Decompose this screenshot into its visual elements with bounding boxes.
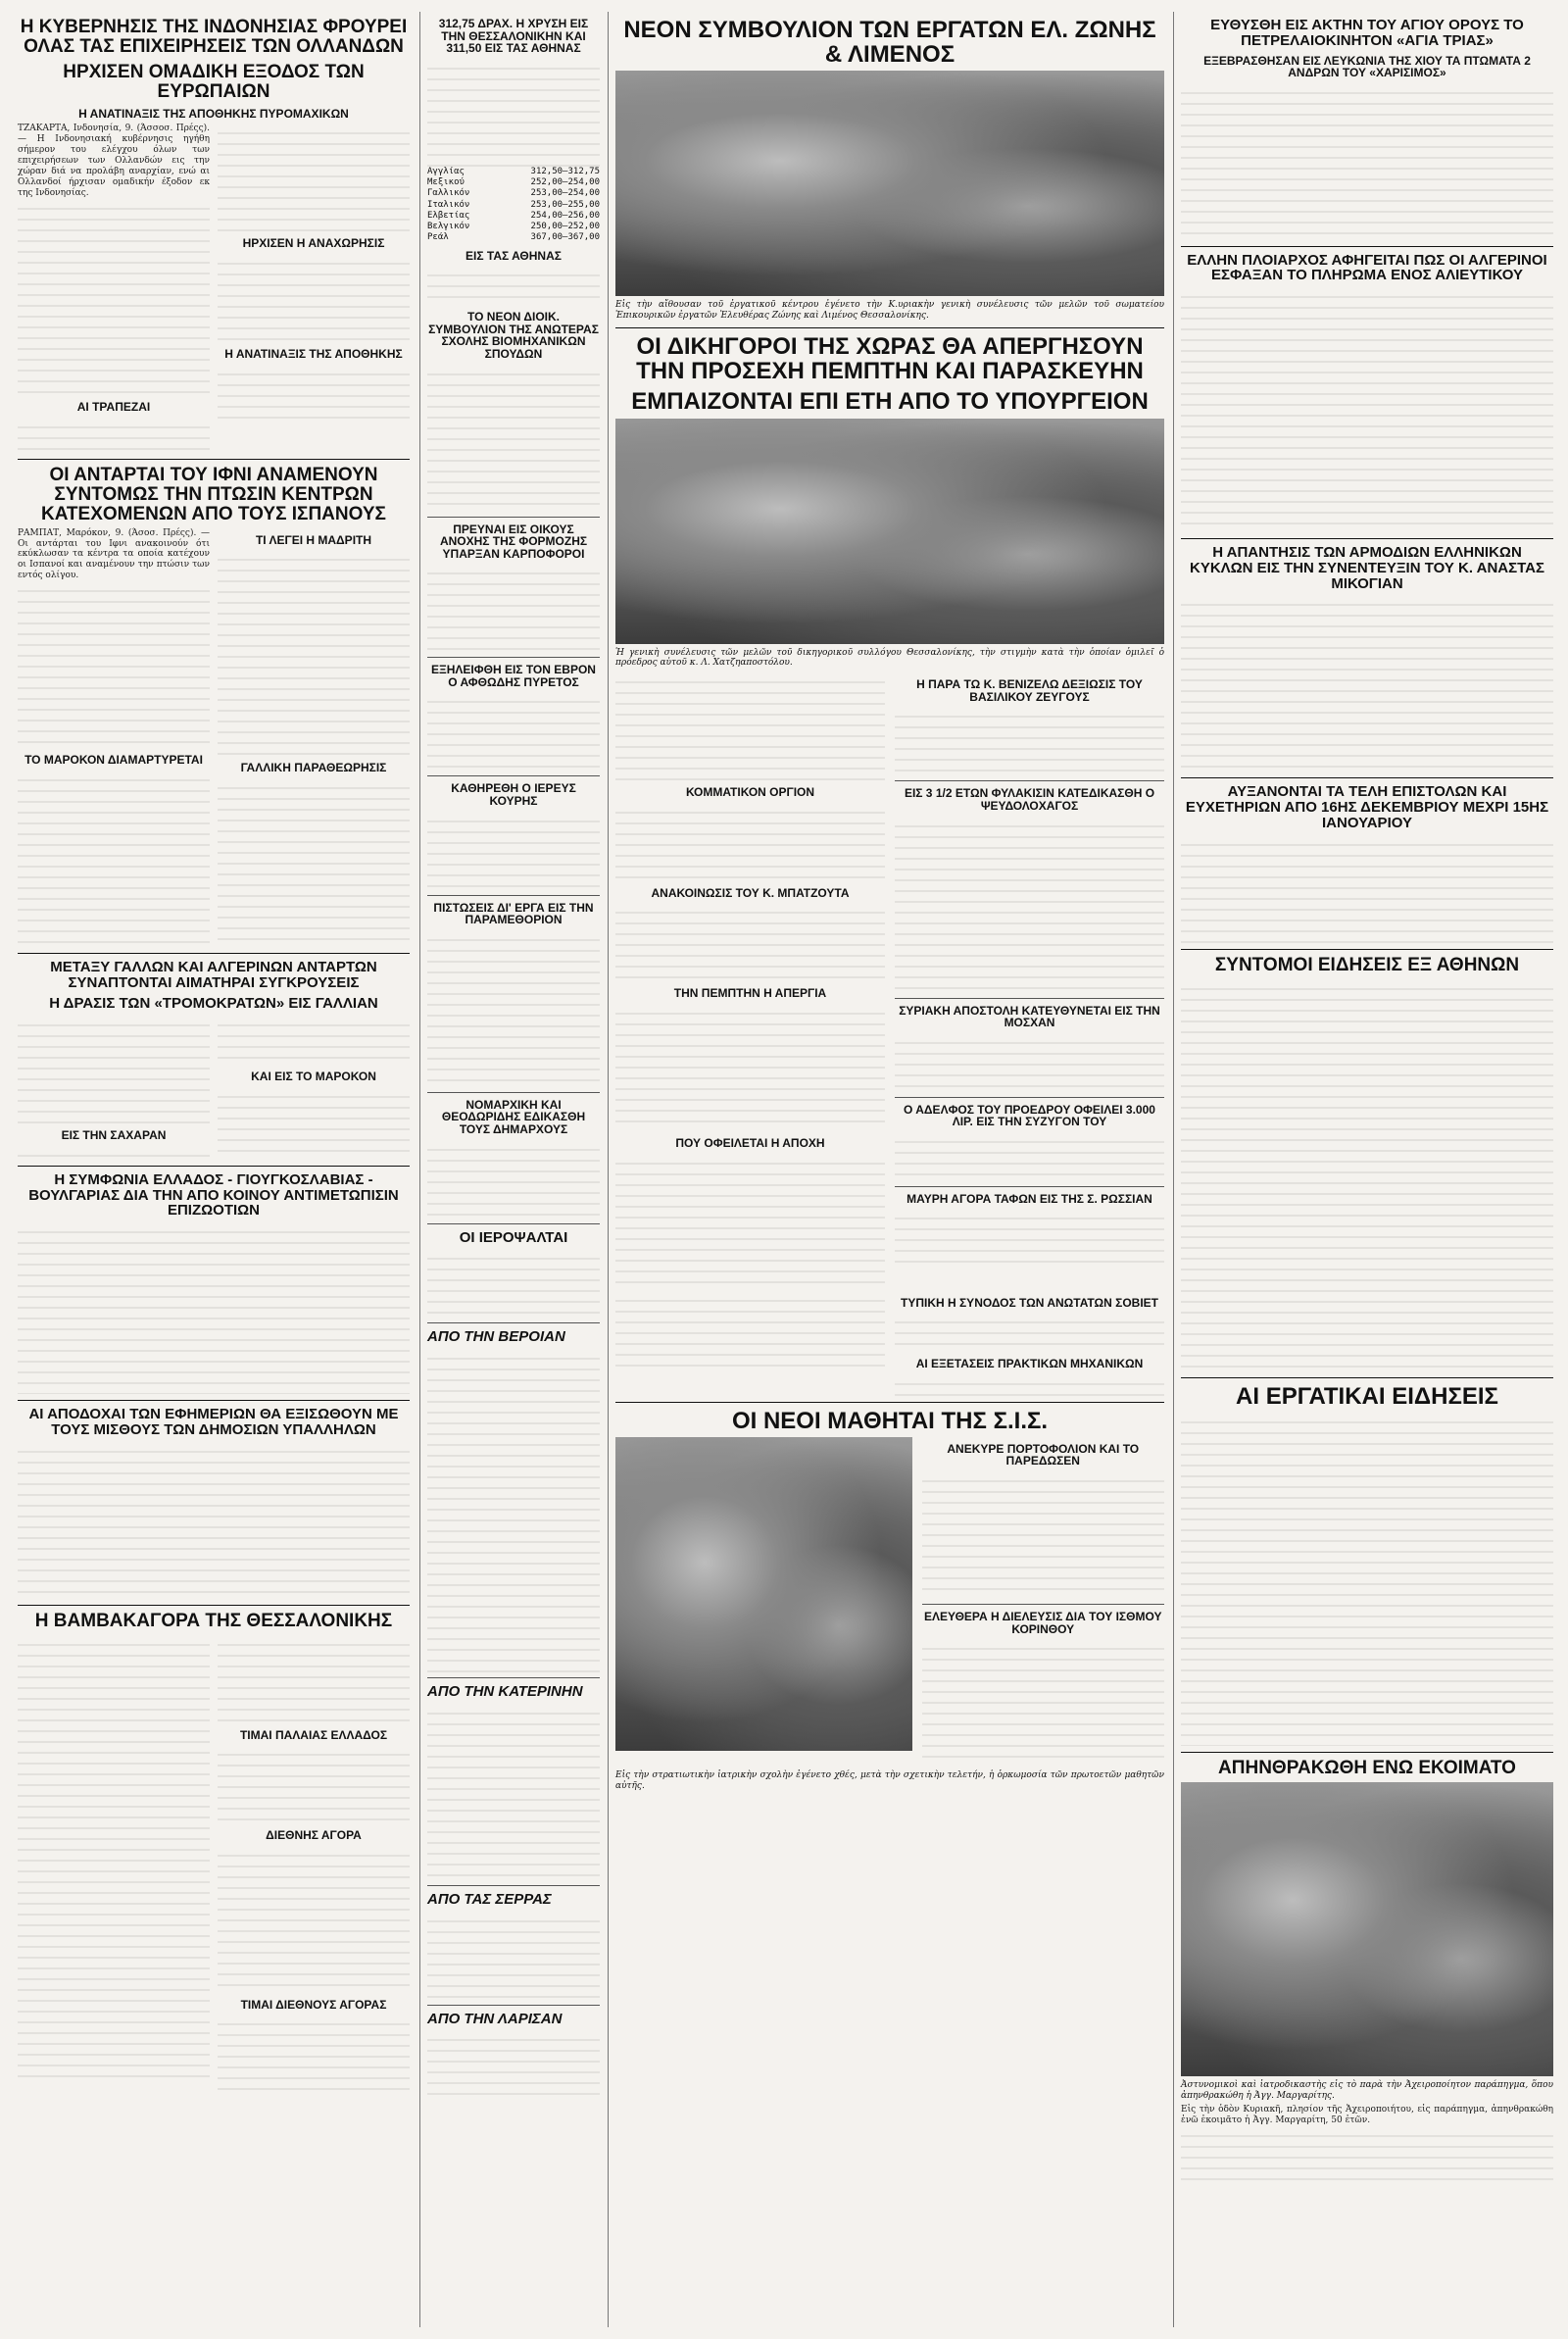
headline-industrial-school: ΤΟ ΝΕΟΝ ΔΙΟΙΚ. ΣΥΜΒΟΥΛΙΟΝ ΤΗΣ ΑΝΩΤΕΡΑΣ ΣΧΟΛΗΣ ΒΙΟΜΗΧΑΝΙΚΩΝ ΣΠΟΥΔΩΝ	[428, 310, 599, 361]
article-body-placeholder	[895, 1209, 1164, 1268]
headline-priest-defrocked: ΚΑΘΗΡΕΘΗ Ο ΙΕΡΕΥΣ ΚΟΥΡΗΣ	[451, 781, 576, 809]
caption-charred: Ἀστυνομικοὶ καὶ ἰατροδικαστὴς εἰς τὸ παρὰ τὴν Ἀχειροποίητον παράπηγμα, ὅπου ἀπηνθρακώθη ἡ Ἀγγ. Μαργαρίτης.	[1181, 2079, 1553, 2101]
article-body-placeholder	[18, 199, 210, 395]
article-body-placeholder	[615, 1004, 885, 1131]
headline-charred: ΑΠΗΝΘΡΑΚΩΘΗ ΕΝΩ ΕΚΟΙΜΑΤΟ	[1218, 1757, 1516, 1778]
headline-algeria: ΜΕΤΑΞΥ ΓΑΛΛΩΝ ΚΑΙ ΑΛΓΕΡΙΝΩΝ ΑΝΤΑΡΤΩΝ ΣΥΝΑΠΤΟΝΤΑΙ ΑΙΜΑΤΗΡΑΙ ΣΥΓΚΡΟΥΣΕΙΣ	[50, 958, 377, 991]
article-body-placeholder	[427, 1349, 600, 1672]
price-value: 252,00—254,00	[530, 177, 600, 188]
headline-mayors: ΝΟΜΑΡΧΙΚΗ ΚΑΙ ΘΕΟΔΩΡΙΔΗΣ ΕΔΙΚΑΣΘΗ ΤΟΥΣ ΔΗΜΑΡΧΟΥΣ	[441, 1097, 586, 1137]
headline-greek-captain: ΕΛΛΗΝ ΠΛΟΙΑΡΧΟΣ ΑΦΗΓΕΙΤΑΙ ΠΩΣ ΟΙ ΑΛΓΕΡΙΝΟΙ ΕΣΦΑΞΑΝ ΤΟ ΠΛΗΡΩΜΑ ΕΝΟΣ ΑΛΙΕΥΤΙΚΟΥ	[1187, 251, 1547, 284]
article-body-placeholder	[218, 550, 410, 756]
price-row	[427, 167, 600, 177]
article-body-placeholder	[218, 1087, 410, 1156]
gold-price-table	[427, 167, 600, 244]
subhead-abstention: ΠΟΥ ΟΦΕΙΛΕΤΑΙ Η ΑΠΟΧΗ	[675, 1135, 825, 1150]
headline-engineer-exams: ΑΙ ΕΞΕΤΑΣΕΙΣ ΠΡΑΚΤΙΚΩΝ ΜΗΧΑΝΙΚΩΝ	[915, 1357, 1144, 1371]
article-body-placeholder	[218, 254, 410, 342]
headline-formosa: ΠΡΕΥΝΑΙ ΕΙΣ ΟΙΚΟΥΣ ΑΝΟΧΗΣ ΤΗΣ ΦΟΡΜΟΖΗΣ ΥΠΑΡΞΑΝ ΚΑΡΠΟΦΟΡΟΙ	[439, 522, 588, 561]
article-body-placeholder	[427, 564, 600, 652]
headline-short-news: ΣΥΝΤΟΜΟΙ ΕΙΔΗΣΕΙΣ ΕΞ ΑΘΗΝΩΝ	[1214, 954, 1520, 975]
price-label: Βελγικόν	[427, 222, 470, 232]
subheadline-terrorists: Η ΔΡΑΣΙΣ ΤΩΝ «ΤΡΟΜΟΚΡΑΤΩΝ» ΕΙΣ ΓΑΛΛΙΑΝ	[49, 995, 378, 1013]
article-body-placeholder	[615, 1291, 885, 1369]
price-row	[427, 177, 600, 188]
article-body-placeholder	[1181, 835, 1553, 943]
headline-larisa: ΑΠΟ ΤΗΝ ΛΑΡΙΣΑΝ	[427, 2010, 563, 2027]
article-body-placeholder	[922, 1639, 1165, 1767]
headline-wallet-found: ΑΝΕΚΥΡΕ ΠΟΡΤΟΦΟΛΙΟΝ ΚΑΙ ΤΟ ΠΑΡΕΔΩΣΕΝ	[947, 1441, 1140, 1468]
price-row	[427, 188, 600, 199]
price-label: Γαλλικόν	[427, 188, 470, 199]
column-rule	[608, 12, 609, 2327]
headline-ifni: ΟΙ ΑΝΤΑΡΤΑΙ ΤΟΥ ΙΦΝΙ ΑΝΑΜΕΝΟΥΝ ΣΥΝΤΟΜΩΣ ΤΗΝ ΠΤΩΣΙΝ ΚΕΝΤΡΩΝ ΚΑΤΕΧΟΜΕΝΩΝ ΑΠΟ ΤΟΥΣ ΙΣΠΑΝΟΥΣ	[41, 464, 386, 524]
photo-lawyers-assembly	[615, 419, 1164, 644]
article-body-placeholder	[18, 1222, 410, 1394]
article-body-placeholder	[615, 672, 885, 780]
price-value: 250,00—252,00	[530, 222, 600, 232]
article-body-placeholder	[18, 771, 210, 947]
price-label: Μεξικού	[427, 177, 465, 188]
article-body-placeholder	[427, 2030, 600, 2099]
article-body-placeholder	[218, 365, 410, 423]
price-value: 253,00—254,00	[530, 188, 600, 199]
article-body-placeholder	[218, 1635, 410, 1723]
photo-charred-shack	[1181, 1782, 1553, 2076]
article-body-placeholder	[18, 1635, 210, 2086]
article-body-placeholder	[895, 1033, 1164, 1092]
article-body-placeholder	[922, 1471, 1165, 1599]
headline-katerini: ΑΠΟ ΤΗΝ ΚΑΤΕΡΙΝΗΝ	[427, 1683, 583, 1701]
column-rule	[1173, 12, 1174, 2327]
subhead-french-view: ΓΑΛΛΙΚΗ ΠΑΡΑΘΕΩΡΗΣΙΣ	[240, 761, 387, 775]
headline-border-works: ΠΙΣΤΩΣΕΙΣ ΔΙ' ΕΡΓΑ ΕΙΣ ΤΗΝ ΠΑΡΑΜΕΘΟΡΙΟΝ	[433, 900, 594, 927]
headline-labor-news: ΑΙ ΕΡΓΑΤΙΚΑΙ ΕΙΔΗΣΕΙΣ	[1236, 1382, 1498, 1410]
price-row	[427, 200, 600, 211]
subheadline-ammo: Η ΑΝΑΤΙΝΑΞΙΣ ΤΗΣ ΑΠΟΘΗΚΗΣ ΠΥΡΟΜΑΧΙΚΩΝ	[78, 106, 349, 121]
headline-president-brother: Ο ΑΔΕΛΦΟΣ ΤΟΥ ΠΡΟΕΔΡΟΥ ΟΦΕΙΛΕΙ 3.000 ΛΙΡ. ΕΙΣ ΤΗΝ ΣΥΖΥΓΟΝ ΤΟΥ	[904, 1102, 1155, 1129]
article-body-placeholder	[427, 930, 600, 1087]
subhead-intl-prices: ΤΙΜΑΙ ΔΙΕΘΝΟΥΣ ΑΓΟΡΑΣ	[240, 1997, 387, 2012]
article-body-placeholder	[427, 266, 600, 305]
price-label: Ιταλικόν	[427, 199, 470, 210]
article-body-placeholder	[427, 1249, 600, 1318]
article-body-placeholder	[1181, 287, 1553, 532]
article-body-placeholder	[895, 1132, 1164, 1181]
article-body-placeholder	[18, 1016, 210, 1123]
article-body-placeholder	[427, 812, 600, 890]
caption-lawyers: Ἡ γενικὴ συνέλευσις τῶν μελῶν τοῦ δικηγορικοῦ συλλόγου Θεσσαλονίκης, τὴν στιγμὴν κατὰ τὴν ὁποίαν ὁμιλεῖ ὁ πρόεδρος αὐτοῦ κ. Λ. Χατζηαποστόλου.	[615, 647, 1164, 669]
article-body-placeholder	[18, 581, 210, 748]
article-body-placeholder	[218, 1846, 410, 1993]
headline-mikoyan: Η ΑΠΑΝΤΗΣΙΣ ΤΩΝ ΑΡΜΟΔΙΩΝ ΕΛΛΗΝΙΚΩΝ ΚΥΚΛΩΝ ΕΙΣ ΤΗΝ ΣΥΝΕΝΤΕΥΞΙΝ ΤΟΥ Κ. ΑΝΑΣΤΑΣ ΜΙΚΟΓΙΑΝ	[1189, 544, 1544, 592]
column-center	[615, 12, 1164, 1796]
headline-serres: ΑΠΟ ΤΑΣ ΣΕΡΡΑΣ	[427, 1890, 552, 1908]
subhead-thursday-strike: ΤΗΝ ΠΕΜΠΤΗΝ Η ΑΠΕΡΓΙΑ	[673, 986, 827, 1001]
article-body-placeholder	[895, 1374, 1164, 1396]
subhead-banks: ΑΙ ΤΡΑΠΕΖΑΙ	[76, 400, 151, 415]
subhead-old-greece-prices: ΤΙΜΑΙ ΠΑΛΑΙΑΣ ΕΛΛΑΔΟΣ	[239, 1727, 388, 1742]
article-body-placeholder	[615, 903, 885, 981]
article-body-placeholder	[427, 1704, 600, 1880]
article-body-placeholder	[218, 124, 410, 231]
photo-workers-council	[615, 71, 1164, 296]
headline-venizelos-reception: Η ΠΑΡΑ ΤΩ Κ. ΒΕΝΙΖΕΛΩ ΔΕΞΙΩΣΙΣ ΤΟΥ ΒΑΣΙΛΙΚΟΥ ΖΕΥΓΟΥΣ	[916, 677, 1143, 704]
subhead-madrid: ΤΙ ΛΕΓΕΙ Η ΜΑΔΡΙΤΗ	[255, 532, 372, 547]
headline-indonesia: Η ΚΥΒΕΡΝΗΣΙΣ ΤΗΣ ΙΝΔΟΝΗΣΙΑΣ ΦΡΟΥΡΕΙ ΟΛΑΣ ΤΑΣ ΕΠΙΧΕΙΡΗΣΕΙΣ ΤΩΝ ΟΛΛΑΝΔΩΝ	[20, 17, 408, 57]
article-body-placeholder	[18, 418, 210, 453]
article-text-indonesia: ΤΖΑΚΑΡΤΑ, Ινδονησία, 9. (Άσσοσ. Πρέςς). — Η Ινδονησιακή κυβέρνησις ηγήθη σήμερον του ελέγχου όλων των επιχειρήσεων των Ολλανδών εις την χώραν διά να προλάβη αναρχίαν, ενώ αι Ολλανδοί ήρχισαν ομαδικήν έξοδον εκ της Ινδονησίας.	[18, 124, 210, 199]
caption-workers-council: Εἰς τὴν αἴθουσαν τοῦ ἐργατικοῦ κέντρου ἐγένετο τὴν Κ.υριακὴν γενικὴ συνέλευσις τῶν μελῶν τοῦ σωματείου Ἐπικουρικῶν ἐργατῶν Ἐλευθέρας Ζώνης καὶ Λιμένος Θεσσαλονίκης.	[615, 300, 1164, 322]
subhead-morocco: ΚΑΙ ΕΙΣ ΤΟ ΜΑΡΟΚΟΝ	[251, 1070, 376, 1084]
headline-priests-pay: ΑΙ ΑΠΟΔΟΧΑΙ ΤΩΝ ΕΦΗΜΕΡΙΩΝ ΘΑ ΕΞΙΣΩΘΟΥΝ ΜΕ ΤΟΥΣ ΜΙΣΘΟΥΣ ΤΩΝ ΔΗΜΟΣΙΩΝ ΥΠΑΛΛΗΛΩΝ	[28, 1406, 399, 1438]
headline-athos-boat: ΕΥΘΥΣΘΗ ΕΙΣ ΑΚΤΗΝ ΤΟΥ ΑΓΙΟΥ ΟΡΟΥΣ ΤΟ ΠΕΤΡΕΛΑΙΟΚΙΝΗΤΟΝ «ΑΓΙΑ ΤΡΙΑΣ»	[1210, 17, 1524, 49]
headline-syrian-mission: ΣΥΡΙΑΚΗ ΑΠΟΣΤΟΛΗ ΚΑΤΕΥΘΥΝΕΤΑΙ ΕΙΣ ΤΗΝ ΜΟΣΧΑΝ	[899, 1003, 1160, 1030]
article-body-placeholder	[895, 817, 1164, 993]
article-body-placeholder	[427, 692, 600, 771]
headline-workers-council: ΝΕΟΝ ΣΥΜΒΟΥΛΙΟΝ ΤΩΝ ΕΡΓΑΤΩΝ ΕΛ. ΖΩΝΗΣ & ΛΙΜΕΝΟΣ	[623, 17, 1156, 69]
headline-lawyers-strike: ΟΙ ΔΙΚΗΓΟΡΟΙ ΤΗΣ ΧΩΡΑΣ ΘΑ ΑΠΕΡΓΗΣΟΥΝ ΤΗΝ ΠΡΟΣΕΧΗ ΠΕΜΠΤΗΝ ΚΑΙ ΠΑΡΑΣΚΕΥΗΝ	[636, 332, 1144, 385]
article-text-ifni: ΡΑΜΠΑΤ, Μαρόκον, 9. (Άσοσ. Πρέςς). — Οι αντάρται του Ιφνι ανακοινούν ότι εκύκλωσαν τα κέντρα τα οποία κατέχουν οι Ισπανοί και αναμένουν την πτώσιν των εντός ολίγου.	[18, 527, 210, 581]
headline-yugoslavia: Η ΣΥΜΦΩΝΙΑ ΕΛΛΑΔΟΣ - ΓΙΟΥΓΚΟΣΛΑΒΙΑΣ - ΒΟΥΛΓΑΡΙΑΣ ΔΙΑ ΤΗΝ ΑΠΟ ΚΟΙΝΟΥ ΑΝΤΙΜΕΤΩΠΙΣΙΝ ΕΠΙΖΩΟΤΙΩΝ	[28, 1170, 399, 1219]
subhead-intl-market: ΔΙΕΘΝΗΣ ΑΓΟΡΑ	[266, 1828, 362, 1843]
article-body-placeholder	[1181, 2126, 1553, 2185]
price-label: Αγγλίας	[427, 166, 465, 176]
headline-postal-fees: ΑΥΞΑΝΟΝΤΑΙ ΤΑ ΤΕΛΗ ΕΠΙΣΤΟΛΩΝ ΚΑΙ ΕΥΧΕΤΗΡΙΩΝ ΑΠΟ 16ΗΣ ΔΕΚΕΜΒΡΙΟΥ ΜΕΧΡΙ 15ΗΣ ΙΑΝΟΥΑΡΙΟΥ	[1185, 783, 1549, 831]
price-value: 254,00—256,00	[530, 210, 600, 221]
column-rule	[419, 12, 420, 2327]
article-body-placeholder	[1181, 1413, 1553, 1746]
article-body-placeholder	[1181, 83, 1553, 240]
subhead-depot: Η ΑΝΑΤΙΝΑΞΙΣ ΤΗΣ ΑΠΟΘΗΚΗΣ	[224, 346, 403, 361]
caption-students: Εἰς τὴν στρατιωτικὴν ἰατρικὴν σχολὴν ἐγένετο χθές, μετὰ τὴν σχετικὴν τελετήν, ἡ ὁρκωμοσία τῶν πρωτοετῶν μαθητῶν αὐτῆς.	[615, 1770, 1164, 1792]
headline-fake-captain: ΕΙΣ 3 1/2 ΕΤΩΝ ΦΥΛΑΚΙΣΙΝ ΚΑΤΕΔΙΚΑΣΘΗ Ο ΨΕΥΔΟΛΟΧΑΓΟΣ	[904, 786, 1155, 813]
column-left	[18, 12, 410, 2093]
headline-evros: ΕΞΗΛΕΙΦΘΗ ΕΙΣ ΤΟΝ ΕΒΡΟΝ Ο ΑΦΘΩΔΗΣ ΠΥΡΕΤΟΣ	[431, 663, 596, 689]
subheadline-europeans: ΗΡΧΙΣΕΝ ΟΜΑΔΙΚΗ ΕΞΟΔΟΣ ΤΩΝ ΕΥΡΩΠΑΙΩΝ	[63, 61, 365, 102]
article-body-placeholder	[427, 1140, 600, 1219]
headline-corinth-canal: ΕΛΕΥΘΕΡΑ Η ΔΙΕΛΕΥΣΙΣ ΔΙΑ ΤΟΥ ΙΣΘΜΟΥ ΚΟΡΙΝΘΟΥ	[924, 1610, 1162, 1636]
article-body-placeholder	[615, 1154, 885, 1291]
article-body-placeholder	[1181, 979, 1553, 1371]
subhead-athens: ΕΙΣ ΤΑΣ ΑΘΗΝΑΣ	[466, 248, 562, 263]
article-body-placeholder	[895, 707, 1164, 775]
headline-soviet-session: ΤΥΠΙΚΗ Η ΣΥΝΟΔΟΣ ΤΩΝ ΑΝΩΤΑΤΩΝ ΣΟΒΙΕΤ	[900, 1295, 1158, 1310]
article-body-placeholder	[427, 365, 600, 512]
photo-students	[615, 1437, 912, 1751]
headline-veroia: ΑΠΟ ΤΗΝ ΒΕΡΟΙΑΝ	[427, 1328, 565, 1346]
subhead-batzouta: ΑΝΑΚΟΙΝΩΣΙΣ ΤΟΥ Κ. ΜΠΑΤΖΟΥΤΑ	[651, 885, 850, 900]
price-value: 312,50—312,75	[530, 166, 600, 176]
article-body-placeholder	[427, 59, 600, 167]
column-middle-left	[427, 12, 600, 2099]
headline-new-students: ΟΙ ΝΕΟΙ ΜΑΘΗΤΑΙ ΤΗΣ Σ.Ι.Σ.	[731, 1407, 1049, 1434]
article-body-placeholder	[1181, 595, 1553, 771]
price-label: Ρεάλ	[427, 232, 449, 243]
price-value: 253,00—255,00	[530, 199, 600, 210]
headline-gold-price: 312,75 ΔΡΑΧ. Η ΧΡΥΣΗ ΕΙΣ ΤΗΝ ΘΕΣΣΑΛΟΝΙΚΗΝ ΚΑΙ 311,50 ΕΙΣ ΤΑΣ ΑΘΗΝΑΣ	[438, 17, 589, 56]
article-body-placeholder	[18, 1442, 410, 1599]
article-body-placeholder	[218, 1745, 410, 1823]
price-label: Ελβετίας	[427, 210, 470, 221]
subhead-departure: ΗΡΧΙΣΕΝ Η ΑΝΑΧΩΡΗΣΙΣ	[242, 236, 385, 251]
price-row	[427, 222, 600, 232]
subhead-sahara: ΕΙΣ ΤΗΝ ΣΑΧΑΡΑΝ	[61, 1128, 167, 1143]
article-body-placeholder	[218, 2015, 410, 2093]
article-body-placeholder	[615, 803, 885, 881]
article-body-placeholder	[218, 778, 410, 945]
article-body-placeholder	[427, 1912, 600, 2000]
subheadline-lawyers: ΕΜΠΑΙΖΟΝΤΑΙ ΕΠΙ ΕΤΗ ΑΠΟ ΤΟ ΥΠΟΥΡΓΕΙΟΝ	[631, 388, 1149, 416]
article-body-placeholder	[218, 1016, 410, 1065]
price-value: 367,00—367,00	[530, 232, 600, 243]
article-body-placeholder	[18, 1146, 210, 1160]
headline-graves-black-market: ΜΑΥΡΗ ΑΓΟΡΑ ΤΑΦΩΝ ΕΙΣ ΤΗΣ Σ. ΡΩΣΣΙΑΝ	[906, 1191, 1152, 1206]
headline-cotton-market: Η ΒΑΜΒΑΚΑΓΟΡΑ ΤΗΣ ΘΕΣΣΑΛΟΝΙΚΗΣ	[34, 1610, 393, 1631]
price-row	[427, 232, 600, 243]
price-row	[427, 211, 600, 222]
subheadline-chios-bodies: ΕΞΕΒΡΑΣΘΗΣΑΝ ΕΙΣ ΛΕΥΚΩΝΙΑ ΤΗΣ ΧΙΟΥ ΤΑ ΠΤΩΜΑΤΑ 2 ΑΝΔΡΩΝ ΤΟΥ «ΧΑΡΙΣΙΜΟΣ»	[1203, 53, 1531, 80]
subhead-morocco-protests: ΤΟ ΜΑΡΟΚΟΝ ΔΙΑΜΑΡΤΥΡΕΤΑΙ	[24, 753, 203, 768]
column-right	[1181, 12, 1553, 2185]
subhead-party-orgy: ΚΟΜΜΑΤΙΚΟΝ ΟΡΓΙΟΝ	[685, 785, 815, 800]
headline-chanters: ΟΙ ΙΕΡΟΨΑΛΤΑΙ	[459, 1228, 568, 1246]
article-text-charred: Εἰς τὴν ὁδὸν Κυριακῆ, πλησίον τῆς Ἀχειροποιήτου, εἰς παράπηγμα, ἀπηνθρακώθη ἐνῶ ἐκοιμᾶτο ἡ Ἀγγ. Μαργαρίτη, 50 ἐτῶν.	[1181, 2105, 1553, 2126]
article-body-placeholder	[895, 1313, 1164, 1352]
